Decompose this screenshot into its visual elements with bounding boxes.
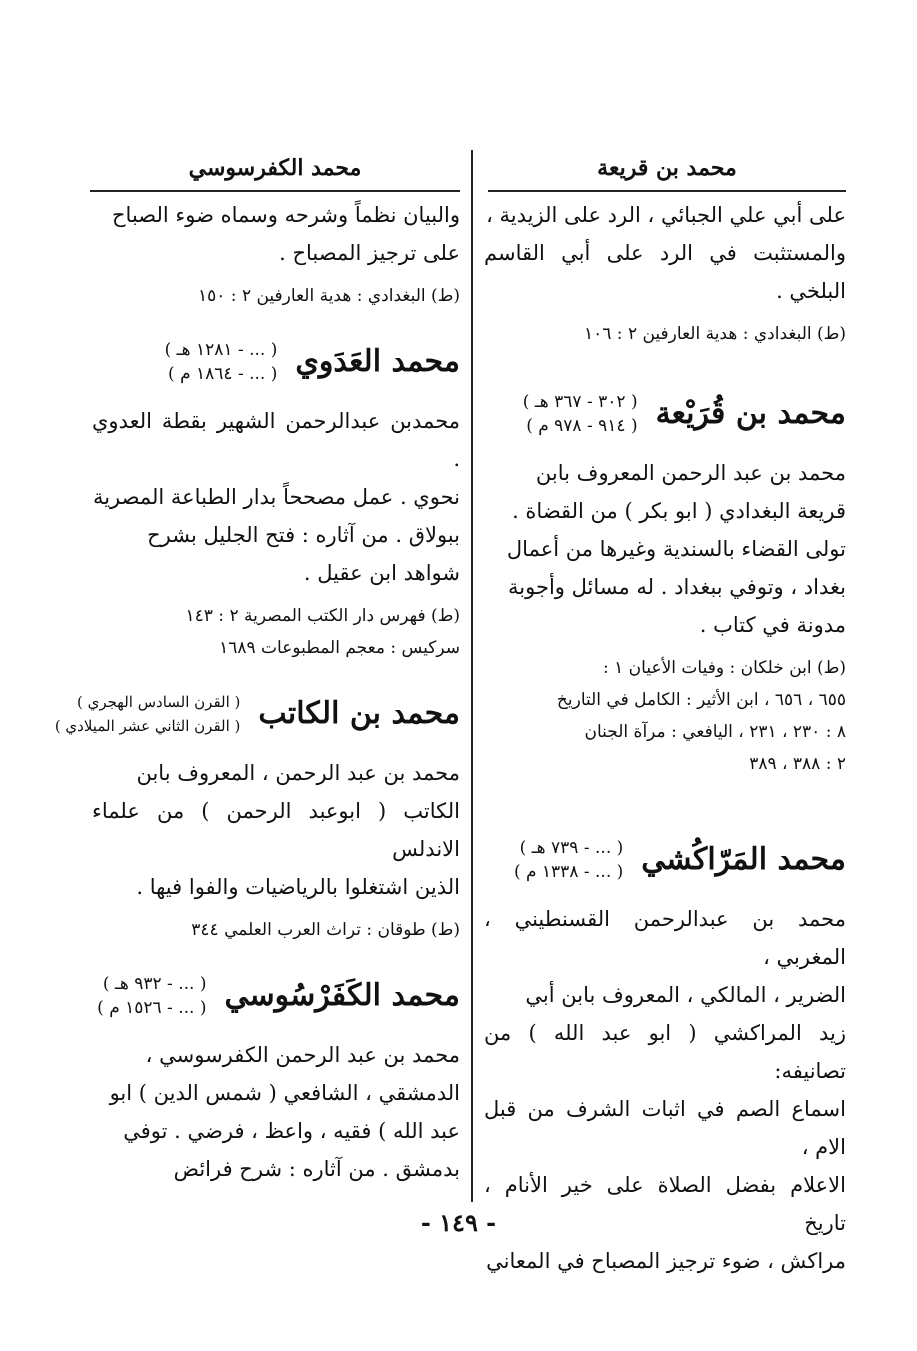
entry-text-line: نحوي . عمل مصححاً بدار الطباعة المصرية [92, 485, 460, 509]
date-hijri: ( ... - ١٢٨١ هـ ) [164, 340, 278, 360]
entry-text-line: بدمشق . من آثاره : شرح فرائض [173, 1157, 460, 1181]
entry-text-line: محمدبن عبدالرحمن الشهير بقطة العدوي . [92, 409, 460, 471]
entry-reference-line: (ط) طوقان : تراث العرب العلمي ٣٤٤ [191, 920, 460, 940]
entry-heading-kafarsusi [92, 972, 460, 1020]
column-divider [471, 150, 473, 1202]
entry-text-line: زيد المراكشي ( ابو عبد الله ) من تصانيفه: [484, 1021, 846, 1083]
date-gregorian: ( ٩١٤ - ٩٧٨ م ) [526, 416, 638, 436]
running-header-right: محمد بن قريعة [597, 155, 737, 181]
header-rule-right [488, 190, 846, 192]
running-header-left: محمد الكفرسوسي [188, 155, 362, 181]
entry-name: محمد بن قُرَيْعة [655, 396, 846, 431]
left-intro-line-1: والبيان نظماً وشرحه وسماه ضوء الصباح [112, 203, 460, 227]
entry-text-line: عبد الله ) فقيه ، واعظ ، فرضي . توفي [123, 1119, 460, 1143]
entry-text-line: محمد بن عبد الرحمن ، المعروف بابن [136, 761, 460, 785]
entry-text-line: الكاتب ( ابوعبد الرحمن ) من علماء الاندلس [92, 799, 460, 861]
entry-dates [514, 836, 623, 884]
page-number: - ١٤٩ - [420, 1208, 497, 1237]
entry-heading-ibn-quraya [484, 390, 846, 438]
date-hijri: ( ... - ٧٣٩ هـ ) [519, 838, 624, 858]
left-column [54, 196, 460, 1188]
date-gregorian: ( القرن الثاني عشر الميلادي ) [54, 717, 241, 735]
entry-reference-line: ٢ : ٣٨٨ ، ٣٨٩ [749, 754, 846, 774]
right-column [484, 196, 846, 1280]
entry-dates [165, 338, 278, 386]
entry-reference-line: سركيس : معجم المطبوعات ١٦٨٩ [219, 638, 460, 658]
entry-reference-line: ٦٥٥ ، ٦٥٦ ، ابن الأثير : الكامل في التاريخ [556, 690, 846, 710]
entry-dates [523, 390, 638, 438]
entry-heading-adawi [92, 338, 460, 386]
left-intro-line-2: على ترجيز المصباح . [279, 241, 460, 265]
entry-heading-ibn-al-katib [54, 690, 460, 738]
left-intro-reference: (ط) البغدادي : هدية العارفين ٢ : ١٥٠ [197, 286, 460, 306]
entry-text-line: بغداد ، وتوفي ببغداد . له مسائل وأجوبة [508, 575, 846, 599]
entry-text-line: محمد بن عبد الرحمن الكفرسوسي ، [145, 1043, 460, 1067]
entry-name: محمد المَرّاكُشي [641, 842, 846, 877]
entry-heading-marrakushi [484, 836, 846, 884]
entry-reference-line: (ط) ابن خلكان : وفيات الأعيان ١ : [602, 658, 846, 678]
entry-text-line: محمد بن عبد الرحمن المعروف بابن [535, 461, 846, 485]
right-intro-line-1: على أبي علي الجبائي ، الرد على الزيدية ، [486, 203, 846, 227]
entry-text-line: الاعلام بفضل الصلاة على خير الأنام ، تاريخ [484, 1173, 846, 1235]
header-rule-left [90, 190, 460, 192]
entry-text-line: الدمشقي ، الشافعي ( شمس الدين ) ابو [109, 1081, 460, 1105]
entry-text-line: الذين اشتغلوا بالرياضيات والفوا فيها . [136, 875, 460, 899]
entry-name: محمد بن الكاتب [258, 696, 460, 731]
entry-text-line: شواهد ابن عقيل . [303, 561, 460, 585]
date-hijri: ( ... - ٩٣٢ هـ ) [102, 974, 207, 994]
entry-text-line: اسماع الصم في اثبات الشرف من قبل الام ، [484, 1097, 846, 1159]
entry-name: محمد العَدَوي [295, 344, 460, 379]
entry-text-line: مراكش ، ضوء ترجيز المصباح في المعاني [486, 1249, 846, 1273]
entry-text-line: تولى القضاء بالسندية وغيرها من أعمال [506, 537, 846, 561]
entry-text-line: قريعة البغدادي ( ابو بكر ) من القضاة . [512, 499, 846, 523]
date-gregorian: ( ... - ١٣٣٨ م ) [513, 862, 624, 882]
date-gregorian: ( ... - ١٨٦٤ م ) [168, 364, 278, 384]
entry-reference-line: ٨ : ٢٣٠ ، ٢٣١ ، اليافعي : مرآة الجنان [584, 722, 846, 742]
right-intro-line-2: والمستثبت في الرد على أبي القاسم البلخي . [484, 241, 846, 303]
right-intro-reference: (ط) البغدادي : هدية العارفين ٢ : ١٠٦ [583, 324, 846, 344]
entry-text-line: محمد بن عبدالرحمن القسنطيني ، المغربي ، [484, 907, 846, 969]
date-hijri: ( ٣٠٢ - ٣٦٧ هـ ) [522, 392, 638, 412]
date-hijri: ( القرن السادس الهجري ) [76, 693, 241, 711]
entry-name: محمد الكَفَرْسُوسي [224, 978, 460, 1013]
entry-dates [55, 690, 241, 738]
date-gregorian: ( ... - ١٥٢٦ م ) [97, 998, 207, 1018]
entry-text-line: الضرير ، المالكي ، المعروف بابن أبي [525, 983, 846, 1007]
entry-reference-line: (ط) فهرس دار الكتب المصرية ٢ : ١٤٣ [185, 606, 460, 626]
entry-text-line: مدونة في كتاب . [699, 613, 846, 637]
entry-dates [97, 972, 206, 1020]
entry-text-line: ببولاق . من آثاره : فتح الجليل بشرح [147, 523, 460, 547]
